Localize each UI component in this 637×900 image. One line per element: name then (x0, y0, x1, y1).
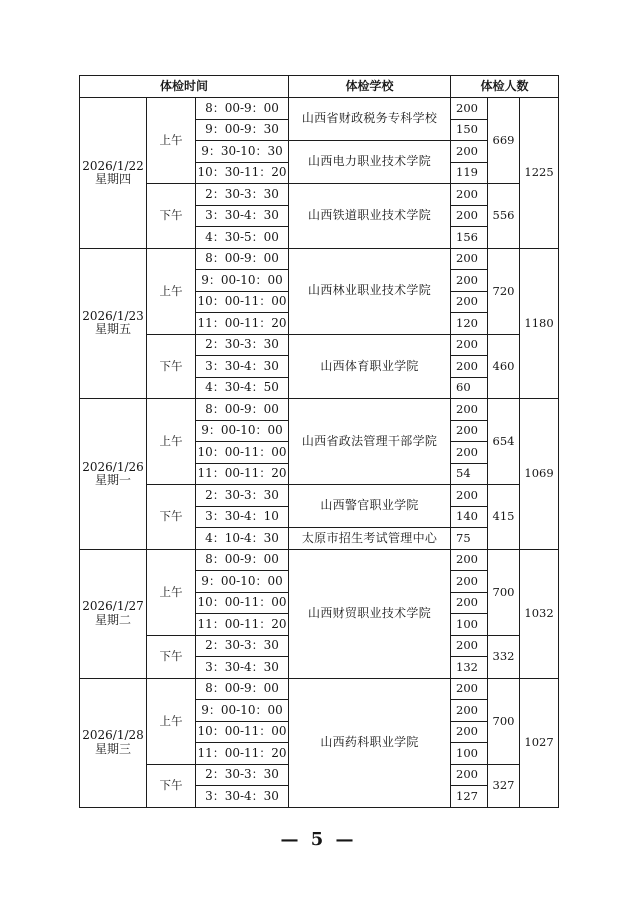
slot-count: 200 (451, 98, 488, 120)
time-slot: 9：30-10：30 (196, 141, 289, 163)
session-subtotal: 460 (488, 334, 520, 399)
time-slot: 3：30-4：30 (196, 657, 289, 679)
session-subtotal: 669 (488, 98, 520, 184)
table-row (80, 399, 559, 421)
time-slot: 8：00-9：00 (196, 399, 289, 421)
slot-count: 200 (451, 764, 488, 786)
slot-count: 120 (451, 313, 488, 335)
header-exam-school: 体检学校 (289, 76, 451, 98)
school-name: 山西林业职业技术学院 (289, 248, 451, 334)
exam-schedule-table (79, 75, 559, 808)
school-name: 太原市招生考试管理中心 (289, 528, 451, 550)
slot-count: 200 (451, 291, 488, 313)
table-row (80, 678, 559, 700)
slot-count: 200 (451, 592, 488, 614)
slot-count: 140 (451, 506, 488, 528)
time-slot: 3：30-4：30 (196, 786, 289, 808)
slot-count: 200 (451, 205, 488, 227)
time-slot: 9：00-10：00 (196, 420, 289, 442)
table-row (80, 98, 559, 120)
table-row (80, 485, 559, 507)
day-total: 1225 (520, 98, 559, 249)
page-number: — 5 — (280, 829, 357, 850)
day-total: 1180 (520, 248, 559, 399)
slot-count: 200 (451, 549, 488, 571)
session-label: 下午 (147, 485, 196, 550)
time-slot: 10：30-11：20 (196, 162, 289, 184)
school-name: 山西财贸职业技术学院 (289, 549, 451, 678)
slot-count: 200 (451, 678, 488, 700)
time-slot: 2：30-3：30 (196, 184, 289, 206)
school-name: 山西省财政税务专科学校 (289, 98, 451, 141)
time-slot: 11：00-11：20 (196, 313, 289, 335)
session-label: 上午 (147, 248, 196, 334)
time-slot: 10：00-11：00 (196, 442, 289, 464)
session-subtotal: 700 (488, 678, 520, 764)
session-label: 上午 (147, 399, 196, 485)
time-slot: 2：30-3：30 (196, 334, 289, 356)
slot-count: 127 (451, 786, 488, 808)
table-row (80, 334, 559, 356)
slot-count: 100 (451, 614, 488, 636)
time-slot: 11：00-11：20 (196, 614, 289, 636)
session-label: 下午 (147, 635, 196, 678)
time-slot: 3：30-4：10 (196, 506, 289, 528)
slot-count: 200 (451, 721, 488, 743)
time-slot: 2：30-3：30 (196, 485, 289, 507)
time-slot: 9：00-9：30 (196, 119, 289, 141)
time-slot: 8：00-9：00 (196, 549, 289, 571)
slot-count: 200 (451, 420, 488, 442)
time-slot: 9：00-10：00 (196, 700, 289, 722)
slot-count: 200 (451, 270, 488, 292)
session-label: 下午 (147, 334, 196, 399)
date-cell: 2026/1/22 星期四 (80, 98, 147, 249)
date-cell: 2026/1/23 星期五 (80, 248, 147, 399)
session-subtotal: 332 (488, 635, 520, 678)
table-row (80, 549, 559, 571)
header-exam-time: 体检时间 (80, 76, 289, 98)
school-name: 山西体育职业学院 (289, 334, 451, 399)
session-label: 上午 (147, 549, 196, 635)
slot-count: 200 (451, 442, 488, 464)
session-label: 上午 (147, 98, 196, 184)
slot-count: 200 (451, 356, 488, 378)
slot-count: 200 (451, 248, 488, 270)
slot-count: 119 (451, 162, 488, 184)
time-slot: 11：00-11：20 (196, 463, 289, 485)
school-name: 山西药科职业学院 (289, 678, 451, 807)
school-name: 山西电力职业技术学院 (289, 141, 451, 184)
time-slot: 3：30-4：30 (196, 356, 289, 378)
header-exam-count: 体检人数 (451, 76, 559, 98)
slot-count: 100 (451, 743, 488, 765)
slot-count: 200 (451, 184, 488, 206)
time-slot: 2：30-3：30 (196, 635, 289, 657)
slot-count: 75 (451, 528, 488, 550)
date-cell: 2026/1/27 星期二 (80, 549, 147, 678)
slot-count: 200 (451, 399, 488, 421)
time-slot: 3：30-4：30 (196, 205, 289, 227)
time-slot: 4：10-4：30 (196, 528, 289, 550)
slot-count: 200 (451, 141, 488, 163)
session-subtotal: 415 (488, 485, 520, 550)
session-label: 上午 (147, 678, 196, 764)
slot-count: 156 (451, 227, 488, 249)
date-cell: 2026/1/28 星期三 (80, 678, 147, 807)
slot-count: 132 (451, 657, 488, 679)
session-subtotal: 700 (488, 549, 520, 635)
time-slot: 4：30-5：00 (196, 227, 289, 249)
day-total: 1069 (520, 399, 559, 550)
time-slot: 2：30-3：30 (196, 764, 289, 786)
session-subtotal: 654 (488, 399, 520, 485)
day-total: 1027 (520, 678, 559, 807)
slot-count: 150 (451, 119, 488, 141)
time-slot: 8：00-9：00 (196, 98, 289, 120)
slot-count: 54 (451, 463, 488, 485)
date-cell: 2026/1/26 星期一 (80, 399, 147, 550)
slot-count: 200 (451, 635, 488, 657)
time-slot: 4：30-4：50 (196, 377, 289, 399)
session-subtotal: 327 (488, 764, 520, 807)
table-row (80, 248, 559, 270)
time-slot: 10：00-11：00 (196, 592, 289, 614)
time-slot: 10：00-11：00 (196, 291, 289, 313)
time-slot: 11：00-11：20 (196, 743, 289, 765)
slot-count: 200 (451, 700, 488, 722)
slot-count: 200 (451, 485, 488, 507)
time-slot: 8：00-9：00 (196, 248, 289, 270)
day-total: 1032 (520, 549, 559, 678)
time-slot: 8：00-9：00 (196, 678, 289, 700)
session-subtotal: 720 (488, 248, 520, 334)
school-name: 山西铁道职业技术学院 (289, 184, 451, 249)
time-slot: 9：00-10：00 (196, 571, 289, 593)
table-row (80, 184, 559, 206)
session-label: 下午 (147, 184, 196, 249)
session-subtotal: 556 (488, 184, 520, 249)
session-label: 下午 (147, 764, 196, 807)
slot-count: 200 (451, 571, 488, 593)
slot-count: 60 (451, 377, 488, 399)
time-slot: 10：00-11：00 (196, 721, 289, 743)
slot-count: 200 (451, 334, 488, 356)
school-name: 山西省政法管理干部学院 (289, 399, 451, 485)
time-slot: 9：00-10：00 (196, 270, 289, 292)
school-name: 山西警官职业学院 (289, 485, 451, 528)
